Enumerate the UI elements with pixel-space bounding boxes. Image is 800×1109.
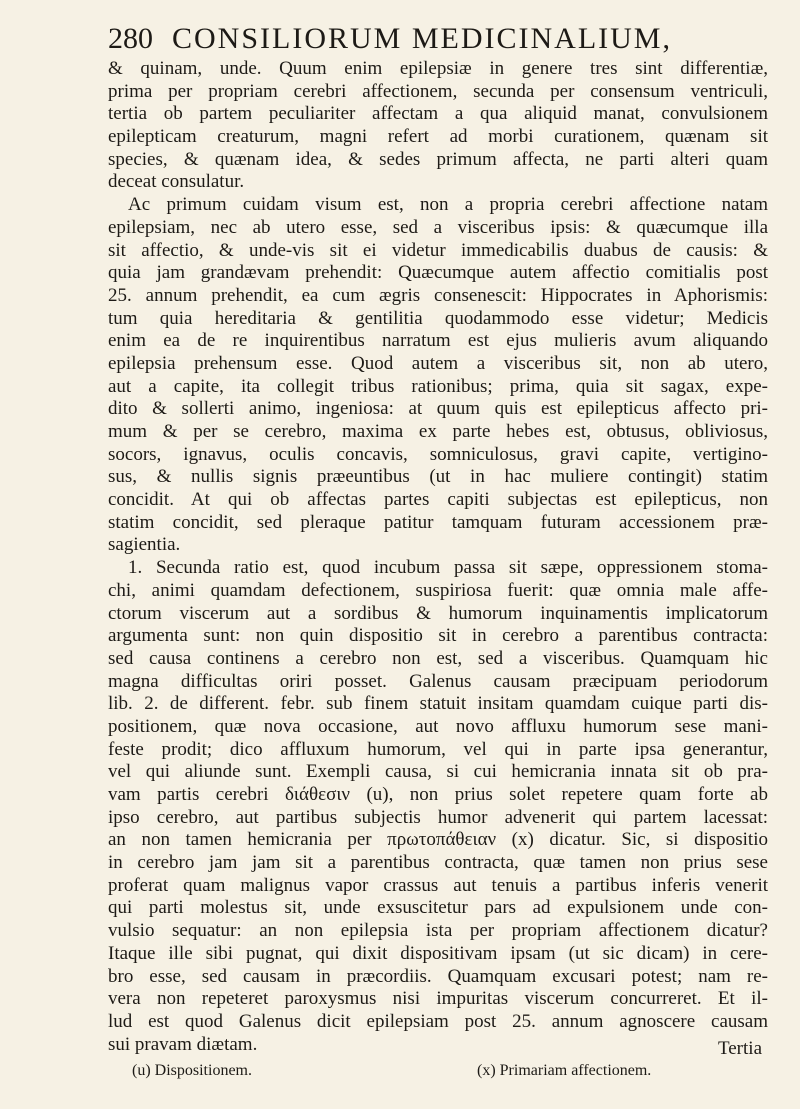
text-line: magna difficultas oriri posset. Galenus causam præcipuam periodorum	[108, 670, 768, 692]
page-header	[108, 18, 768, 58]
text-line: bro esse, sed causam in præcordiis. Quamquam excusari potest; nam re-	[108, 965, 768, 987]
text-line: sus, & nullis signis præeuntibus (ut in hac muliere contingit) statim	[108, 466, 768, 488]
text-line: & quinam, unde. Quum enim epilepsiæ in genere tres sint differentiæ,	[108, 58, 768, 79]
text-line: tum quia hereditaria & gentilitia quodammodo esse videtur; Medicis	[108, 307, 768, 329]
text-line: concidit. At qui ob affectas partes capiti subjectas est epilepticus, non	[108, 489, 768, 511]
text-line: sui pravam diætam.	[108, 1033, 258, 1055]
footnote-u: (u) Dispositionem.	[132, 1062, 252, 1079]
text-line: epilepsiam, nec ab utero esse, sed a visceribus ipsis: & quæcumque illa	[108, 216, 768, 238]
page-number: 280	[108, 22, 153, 55]
text-line: species, & quænam idea, & sedes primum affecta, ne parti alteri quam	[108, 148, 768, 170]
text-line: argumenta sunt: non quin dispositio sit in cerebro a parentibus contracta:	[108, 625, 768, 647]
text-line: chi, animi quamdam defectionem, suspiriosa fuerit: quæ omnia male affe-	[108, 579, 768, 601]
running-head: CONSILIORUM MEDICINALIUM,	[172, 22, 672, 55]
text-line: proferat quam malignus vapor crassus aut tenuis a partibus inferis venerit	[108, 874, 768, 896]
footnotes	[132, 1062, 712, 1086]
text-line: socors, ignavus, oculis concavis, somniculosus, gravi capite, vertigino-	[108, 443, 768, 465]
text-line: statim concidit, sed pleraque patitur tamquam futuram accessionem præ-	[108, 511, 768, 533]
text-line: vulsio sequatur: an non epilepsia ista per propriam affectionem dicatur?	[108, 920, 768, 942]
text-line: ctorum viscerum aut a sordibus & humorum inquinamentis implicatorum	[108, 602, 768, 624]
text-line: 25. annum prehendit, ea cum ægris consenescit: Hippocrates in Aphorismis:	[108, 284, 768, 306]
text-line: vam partis cerebri διάθεσιν (u), non prius solet repetere quam forte ab	[108, 784, 768, 805]
text-line: sed causa continens a cerebro non est, sed a visceribus. Quamquam hic	[108, 647, 768, 669]
text-line: enim ea de re inquirentibus narratum est ejus mulieris avum aliquando	[108, 330, 768, 352]
text-line: lib. 2. de different. febr. sub finem statuit insitam quamdam cuique parti dis-	[108, 693, 768, 715]
text-line: dito & sollerti animo, ingeniosa: at quum quis est epilepticus affecto pri-	[108, 398, 768, 420]
text-line: in cerebro jam jam sit a parentibus contracta, quæ tamen non prius sese	[108, 852, 768, 874]
text-line: Ac primum cuidam visum est, non a propria cerebri affectione natam	[128, 194, 768, 216]
text-line: epilepsia prehensum esse. Quod autem a visceribus sit, non ab utero,	[108, 352, 768, 374]
text-line: epilepticam creaturum, magni refert ad morbi curationem, quænam sit	[108, 126, 768, 148]
text-line: positionem, quæ nova occasione, aut novo affluxu humorum sese mani-	[108, 715, 768, 737]
text-line: 1. Secunda ratio est, quod incubum passa sit sæpe, oppressionem stoma-	[128, 557, 768, 579]
text-line: vel qui aliunde sunt. Exempli causa, si cui hemicrania innata sit ob pra-	[108, 761, 768, 783]
text-line: feste prodit; dico affluxum humorum, vel qui in parte ipsa generantur,	[108, 738, 768, 760]
text-line: aut a capite, ita collegit tribus rationibus; prima, quia sit sagax, expe-	[108, 375, 768, 397]
catchword: Tertia	[717, 1038, 762, 1059]
text-line: Itaque ille sibi pugnat, qui dixit dispositivam ipsam (ut sic dicam) in cere-	[108, 942, 768, 964]
text-line: prima per propriam cerebri affectionem, secunda per consensum ventriculi,	[108, 80, 768, 102]
text-line: lud est quod Galenus dicit epilepsiam post 25. annum agnoscere causam	[108, 1010, 768, 1032]
body-text	[108, 58, 768, 1056]
text-line: deceat consulatur.	[108, 171, 245, 193]
text-line: an non tamen hemicrania per πρωτοπάθειαν (x) dicatur. Sic, si dispositio	[108, 829, 768, 851]
text-line: ipso cerebro, aut partibus subjectis humor advenerit qui partem lacessat:	[108, 806, 768, 828]
text-line: mum & per se cerebro, maxima ex parte hebes est, obtusus, obliviosus,	[108, 421, 768, 442]
text-line: tertia ob partem peculiariter affectam a qua aliquid manat, convulsionem	[108, 103, 768, 125]
text-line: sit affectio, & unde-vis sit ei videtur immedicabilis duabus de causis: &	[108, 239, 768, 261]
text-line: qui parti molestus sit, unde exsuscitetur pars ad expulsionem unde con-	[108, 897, 768, 919]
footnote-x: (x) Primariam affectionem.	[477, 1062, 652, 1079]
text-line: sagientia.	[108, 534, 181, 556]
text-line: quia jam grandævam prehendit: Quæcumque autem affectio comitialis post	[108, 262, 768, 284]
text-line: vera non repeteret paroxysmus nisi impuritas viscerum concurreret. Et il-	[108, 988, 768, 1010]
